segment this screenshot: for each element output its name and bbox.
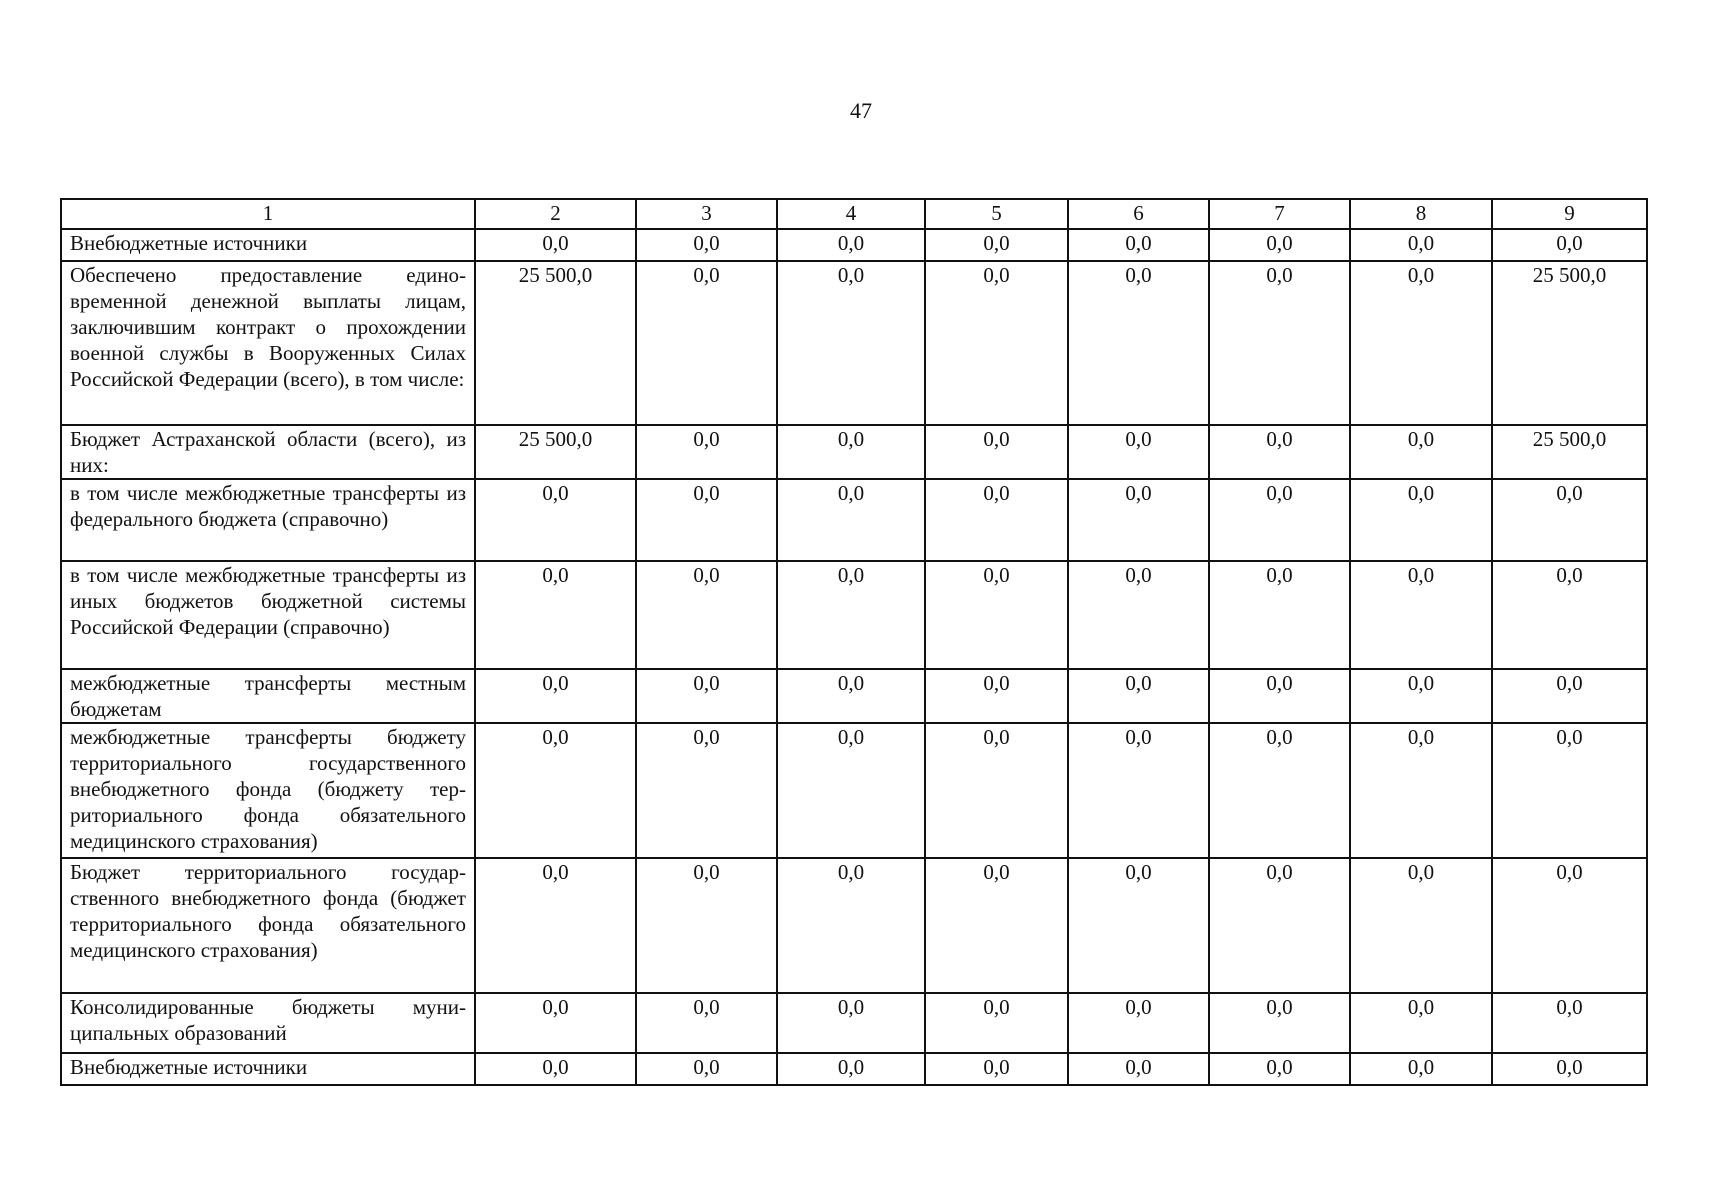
cell-value: 0,0 xyxy=(925,479,1068,561)
table-row xyxy=(61,229,1647,261)
cell-value: 0,0 xyxy=(475,669,636,723)
cell-value: 0,0 xyxy=(925,261,1068,425)
cell-value: 25 500,0 xyxy=(1492,425,1647,479)
budget-table xyxy=(60,198,1648,1086)
cell-value: 0,0 xyxy=(1209,561,1350,669)
cell-value: 0,0 xyxy=(636,1053,777,1085)
cell-value: 0,0 xyxy=(1350,723,1492,858)
cell-value: 0,0 xyxy=(1492,229,1647,261)
row-label: Бюджет Астраханской области (всего), из них: xyxy=(61,425,475,479)
cell-value: 0,0 xyxy=(1209,425,1350,479)
cell-value: 0,0 xyxy=(1068,858,1209,993)
row-label: в том числе межбюджетные трансферты из федерального бюджета (справочно) xyxy=(61,479,475,561)
column-header: 6 xyxy=(1068,199,1209,229)
table-row xyxy=(61,561,1647,669)
cell-value: 0,0 xyxy=(1068,479,1209,561)
table-row xyxy=(61,993,1647,1053)
page-number: 47 xyxy=(850,98,872,123)
table-row xyxy=(61,261,1647,425)
cell-value: 0,0 xyxy=(1350,425,1492,479)
cell-value: 0,0 xyxy=(636,479,777,561)
cell-value: 0,0 xyxy=(1350,561,1492,669)
cell-value: 0,0 xyxy=(1209,993,1350,1053)
column-header: 7 xyxy=(1209,199,1350,229)
row-label: межбюджетные трансферты местным бюджетам xyxy=(61,669,475,723)
cell-value: 0,0 xyxy=(777,261,925,425)
cell-value: 0,0 xyxy=(925,1053,1068,1085)
cell-value: 25 500,0 xyxy=(475,425,636,479)
cell-value: 25 500,0 xyxy=(1492,261,1647,425)
cell-value: 0,0 xyxy=(777,993,925,1053)
column-header: 9 xyxy=(1492,199,1647,229)
cell-value: 0,0 xyxy=(1209,858,1350,993)
cell-value: 0,0 xyxy=(777,561,925,669)
cell-value: 0,0 xyxy=(1350,858,1492,993)
cell-value: 0,0 xyxy=(636,993,777,1053)
cell-value: 0,0 xyxy=(636,858,777,993)
table-row xyxy=(61,669,1647,723)
cell-value: 0,0 xyxy=(1492,479,1647,561)
cell-value: 0,0 xyxy=(925,723,1068,858)
cell-value: 0,0 xyxy=(475,479,636,561)
cell-value: 0,0 xyxy=(1068,229,1209,261)
cell-value: 0,0 xyxy=(636,425,777,479)
cell-value: 0,0 xyxy=(1209,261,1350,425)
cell-value: 0,0 xyxy=(475,561,636,669)
row-label: Консолидированные бюджеты муниципальных образований xyxy=(61,993,475,1053)
cell-value: 25 500,0 xyxy=(475,261,636,425)
cell-value: 0,0 xyxy=(925,561,1068,669)
cell-value: 0,0 xyxy=(1492,858,1647,993)
column-header: 2 xyxy=(475,199,636,229)
cell-value: 0,0 xyxy=(636,669,777,723)
row-label: Бюджет территориального государственного внебюджетного фонда (бюджет территориального фонда обязательного медицинского страхования) xyxy=(61,858,475,993)
cell-value: 0,0 xyxy=(1350,993,1492,1053)
cell-value: 0,0 xyxy=(475,229,636,261)
column-header: 1 xyxy=(61,199,475,229)
column-header: 3 xyxy=(636,199,777,229)
cell-value: 0,0 xyxy=(777,229,925,261)
table-row xyxy=(61,723,1647,858)
cell-value: 0,0 xyxy=(636,561,777,669)
cell-value: 0,0 xyxy=(1350,1053,1492,1085)
cell-value: 0,0 xyxy=(925,993,1068,1053)
cell-value: 0,0 xyxy=(1068,561,1209,669)
table-row xyxy=(61,858,1647,993)
cell-value: 0,0 xyxy=(1350,229,1492,261)
cell-value: 0,0 xyxy=(1209,479,1350,561)
cell-value: 0,0 xyxy=(777,723,925,858)
table-row xyxy=(61,479,1647,561)
cell-value: 0,0 xyxy=(475,993,636,1053)
cell-value: 0,0 xyxy=(475,723,636,858)
row-label: Внебюджетные источники xyxy=(61,229,475,261)
table-row xyxy=(61,425,1647,479)
column-header: 4 xyxy=(777,199,925,229)
cell-value: 0,0 xyxy=(777,1053,925,1085)
cell-value: 0,0 xyxy=(1068,425,1209,479)
cell-value: 0,0 xyxy=(777,479,925,561)
cell-value: 0,0 xyxy=(475,858,636,993)
cell-value: 0,0 xyxy=(925,229,1068,261)
column-header: 5 xyxy=(925,199,1068,229)
row-label: Обеспечено предоставление единовременной денежной выплаты лицам, заключившим контракт о прохождении военной службы в Вооруженных Силах Российской Федерации (всего), в том числе: xyxy=(61,261,475,425)
cell-value: 0,0 xyxy=(1068,261,1209,425)
cell-value: 0,0 xyxy=(636,261,777,425)
cell-value: 0,0 xyxy=(777,858,925,993)
row-label: в том числе межбюджетные трансферты из иных бюджетов бюджетной системы Российской Федерации (справочно) xyxy=(61,561,475,669)
cell-value: 0,0 xyxy=(1209,1053,1350,1085)
row-label: Внебюджетные источники xyxy=(61,1053,475,1085)
cell-value: 0,0 xyxy=(1068,723,1209,858)
cell-value: 0,0 xyxy=(1350,669,1492,723)
cell-value: 0,0 xyxy=(925,669,1068,723)
cell-value: 0,0 xyxy=(636,229,777,261)
cell-value: 0,0 xyxy=(777,669,925,723)
cell-value: 0,0 xyxy=(636,723,777,858)
cell-value: 0,0 xyxy=(925,858,1068,993)
cell-value: 0,0 xyxy=(1350,479,1492,561)
cell-value: 0,0 xyxy=(475,1053,636,1085)
cell-value: 0,0 xyxy=(1492,723,1647,858)
cell-value: 0,0 xyxy=(1492,1053,1647,1085)
cell-value: 0,0 xyxy=(1068,993,1209,1053)
table-row xyxy=(61,1053,1647,1085)
cell-value: 0,0 xyxy=(925,425,1068,479)
cell-value: 0,0 xyxy=(1068,669,1209,723)
column-header: 8 xyxy=(1350,199,1492,229)
cell-value: 0,0 xyxy=(1209,229,1350,261)
cell-value: 0,0 xyxy=(777,425,925,479)
cell-value: 0,0 xyxy=(1492,561,1647,669)
row-label: межбюджетные трансферты бюджету территориального государственного внебюджетного фонда (бюджету территориального фонда обязательного медицинского страхования) xyxy=(61,723,475,858)
cell-value: 0,0 xyxy=(1068,1053,1209,1085)
cell-value: 0,0 xyxy=(1209,669,1350,723)
cell-value: 0,0 xyxy=(1350,261,1492,425)
header-row xyxy=(61,199,1647,229)
cell-value: 0,0 xyxy=(1492,993,1647,1053)
cell-value: 0,0 xyxy=(1492,669,1647,723)
cell-value: 0,0 xyxy=(1209,723,1350,858)
